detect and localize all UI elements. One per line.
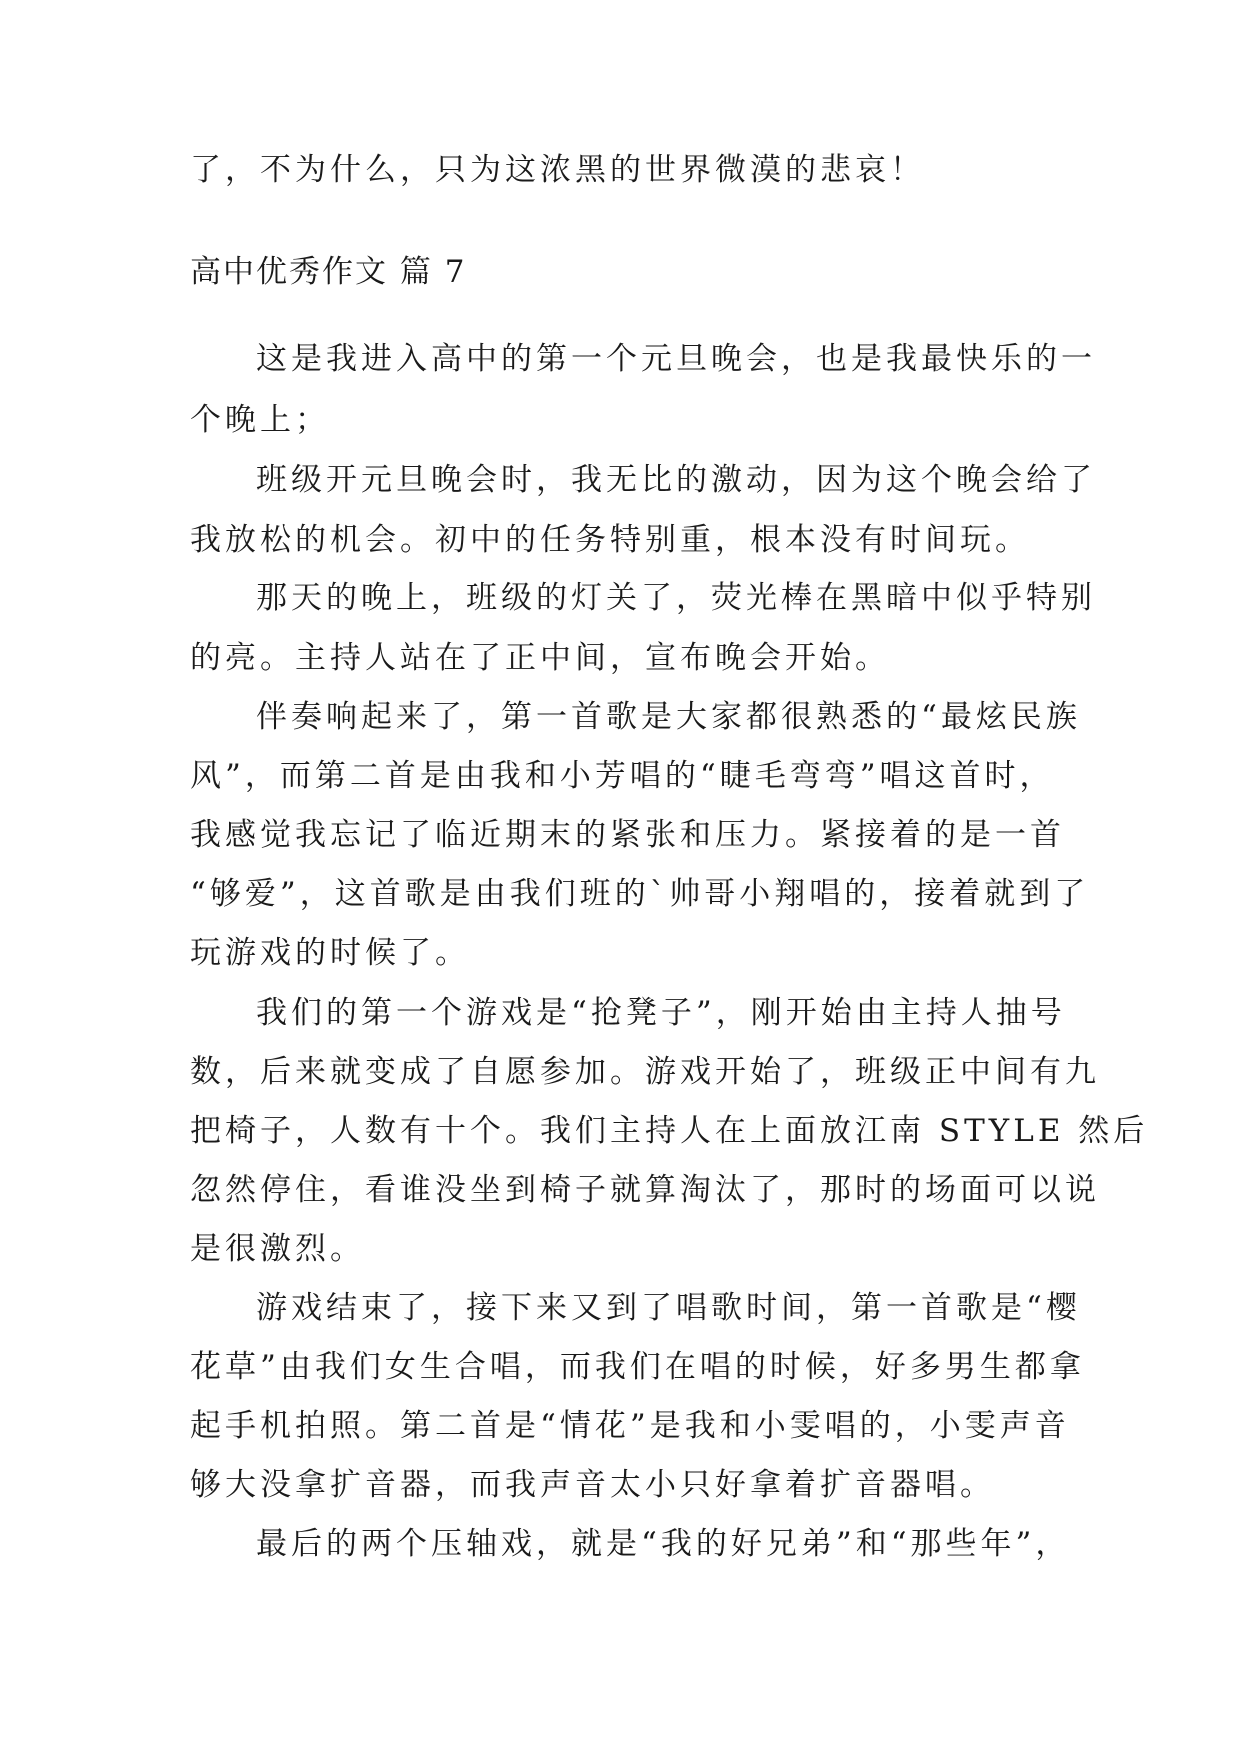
text-line: 把椅子，人数有十个。我们主持人在上面放江南 STYLE 然后: [190, 1113, 1149, 1149]
text-line: 伴奏响起来了，第一首歌是大家都很熟悉的“最炫民族: [256, 699, 1081, 735]
text-line: “够爱”，这首歌是由我们班的`帅哥小翔唱的，接着就到了: [190, 876, 1090, 912]
text-line: 个晚上；: [190, 402, 330, 438]
text-line: 够大没拿扩音器，而我声音太小只好拿着扩音器唱。: [190, 1467, 995, 1503]
text-line: 我放松的机会。初中的任务特别重，根本没有时间玩。: [190, 522, 1030, 558]
text-line: 这是我进入高中的第一个元旦晚会，也是我最快乐的一: [256, 341, 1096, 377]
text-line: 游戏结束了，接下来又到了唱歌时间，第一首歌是“樱: [256, 1290, 1081, 1326]
text-line: 风”，而第二首是由我和小芳唱的“睫毛弯弯”唱这首时，: [190, 758, 1055, 794]
text-line: 花草”由我们女生合唱，而我们在唱的时候，好多男生都拿: [190, 1349, 1085, 1385]
text-line: 最后的两个压轴戏，就是“我的好兄弟”和“那些年”，: [256, 1526, 1071, 1562]
text-line: 起手机拍照。第二首是“情花”是我和小雯唱的，小雯声音: [190, 1408, 1070, 1444]
text-line: 班级开元旦晚会时，我无比的激动，因为这个晚会给了: [256, 462, 1096, 498]
text-line: 是很激烈。: [190, 1231, 365, 1267]
text-line: 我们的第一个游戏是“抢凳子”，刚开始由主持人抽号: [256, 995, 1066, 1031]
text-line: 了，不为什么，只为这浓黑的世界微漠的悲哀！: [190, 152, 925, 188]
text-line: 我感觉我忘记了临近期末的紧张和压力。紧接着的是一首: [190, 817, 1065, 853]
text-line: 的亮。主持人站在了正中间，宣布晚会开始。: [190, 640, 890, 676]
section-heading: 高中优秀作文 篇 7: [190, 254, 467, 290]
text-line: 那天的晚上，班级的灯关了，荧光棒在黑暗中似乎特别: [256, 580, 1096, 616]
text-line: 数，后来就变成了自愿参加。游戏开始了，班级正中间有九: [190, 1054, 1100, 1090]
text-line: 忽然停住，看谁没坐到椅子就算淘汰了，那时的场面可以说: [190, 1172, 1100, 1208]
text-line: 玩游戏的时候了。: [190, 935, 470, 971]
